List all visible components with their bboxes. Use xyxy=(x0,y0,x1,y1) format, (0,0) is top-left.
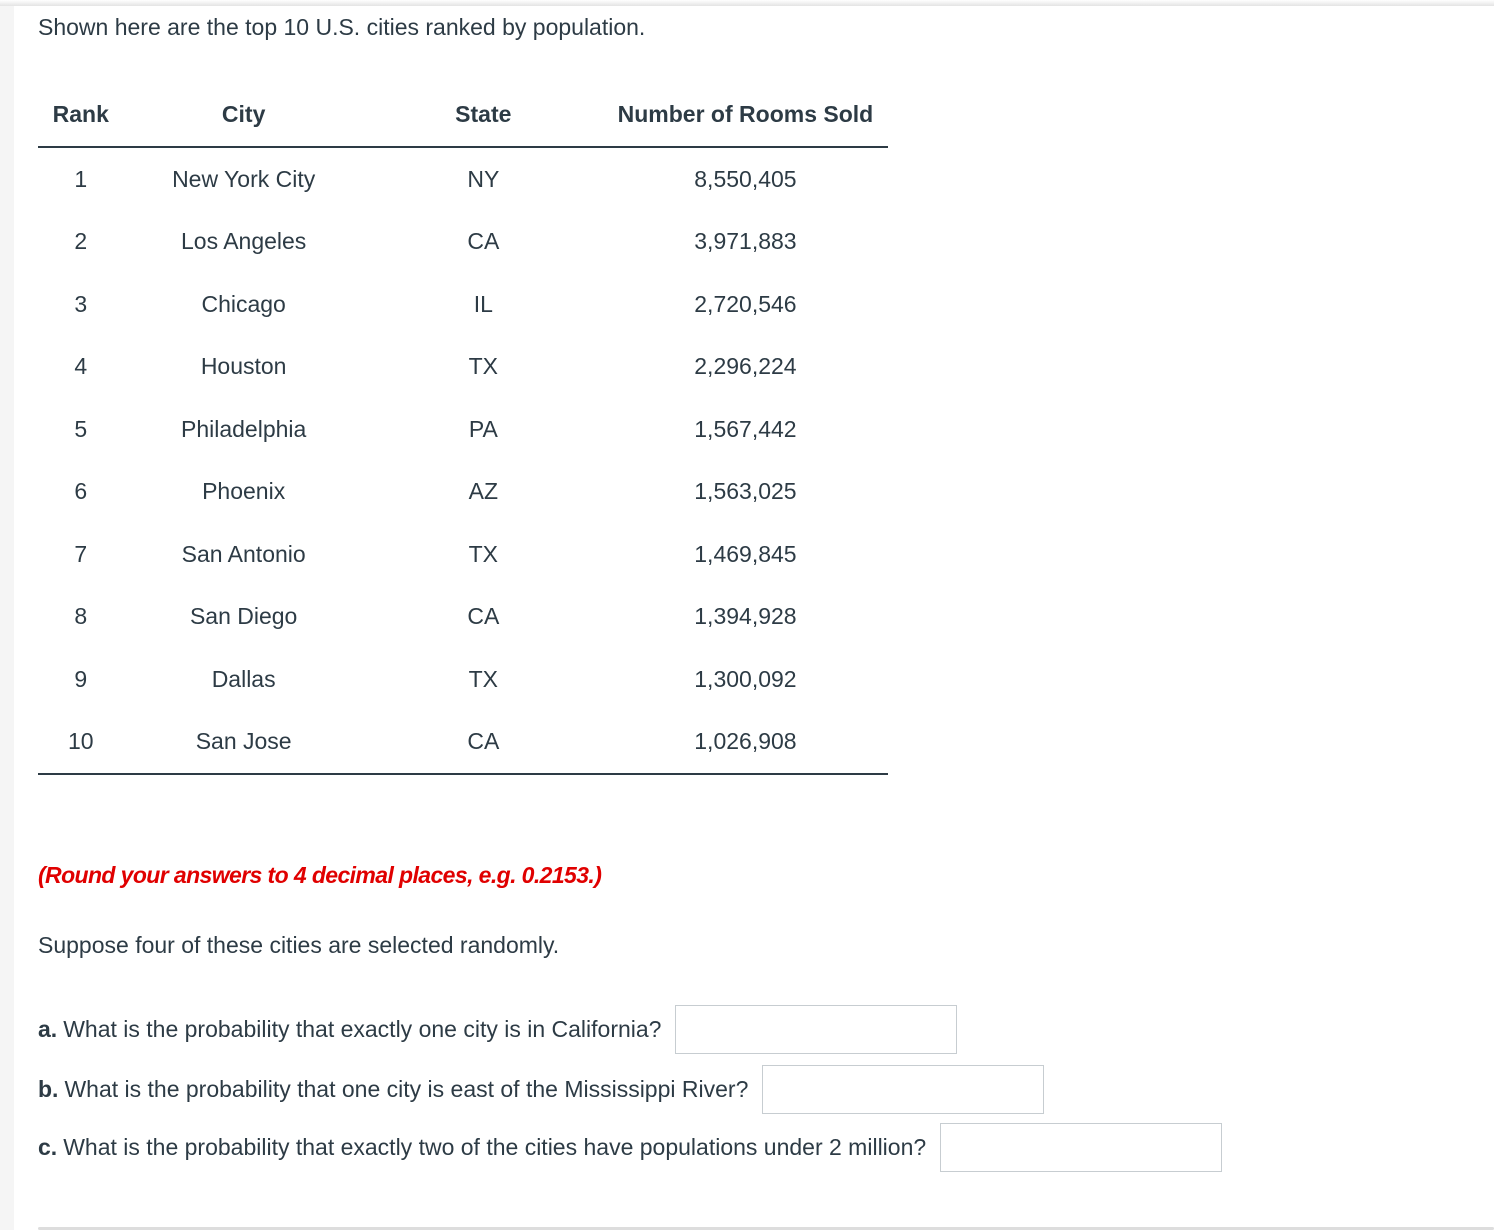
state-cell: AZ xyxy=(468,478,498,505)
question-b xyxy=(38,1065,1044,1114)
question-a xyxy=(38,1005,957,1054)
top-shadow xyxy=(0,0,1494,6)
rooms-sold-cell: 1,394,928 xyxy=(694,603,797,630)
table-header-row xyxy=(38,82,888,147)
intro-text: Shown here are the top 10 U.S. cities ranked by population. xyxy=(38,14,646,40)
rank-cell: 7 xyxy=(74,540,88,567)
table-row xyxy=(38,586,888,649)
rank-cell: 5 xyxy=(74,415,88,442)
table-row xyxy=(38,273,888,336)
state-cell: TX xyxy=(468,353,498,380)
answer-a-input[interactable] xyxy=(675,1005,957,1054)
rooms-sold-cell: 1,026,908 xyxy=(603,711,888,775)
state-cell: TX xyxy=(468,665,498,692)
city-cell: Houston xyxy=(200,353,287,380)
rooms-sold-cell: 1,567,442 xyxy=(694,415,797,442)
state-cell: PA xyxy=(468,415,498,442)
rooms-sold-cell: 1,469,845 xyxy=(694,540,797,567)
rank-cell: 9 xyxy=(74,665,88,692)
answer-b-input[interactable] xyxy=(762,1065,1044,1114)
city-cell: San Antonio xyxy=(181,540,306,567)
city-cell: San Diego xyxy=(189,603,298,630)
table-row xyxy=(38,211,888,274)
rank-cell: 8 xyxy=(74,603,88,630)
rooms-sold-cell: 3,971,883 xyxy=(694,228,797,255)
cities-table xyxy=(38,82,888,775)
table-row xyxy=(38,648,888,711)
rank-cell: 4 xyxy=(74,353,88,380)
city-cell: Philadelphia xyxy=(180,415,307,442)
rooms-sold-cell: 8,550,405 xyxy=(694,165,797,192)
state-cell: TX xyxy=(468,540,498,567)
question-text: What is the probability that one city is east of the Mississippi River? xyxy=(64,1076,749,1102)
question-label: b. xyxy=(38,1076,59,1102)
rank-cell: 6 xyxy=(74,478,88,505)
city-cell: Phoenix xyxy=(202,478,286,505)
table-row xyxy=(38,147,888,211)
rooms-sold-cell: 2,720,546 xyxy=(694,290,797,317)
city-cell: New York City xyxy=(172,165,316,192)
table-row xyxy=(38,523,888,586)
rounding-note: (Round your answers to 4 decimal places, e.g. 0.2153.) xyxy=(38,862,602,888)
question-c xyxy=(38,1123,1222,1172)
question-label: c. xyxy=(38,1134,58,1160)
state-cell: CA xyxy=(467,228,500,255)
state-cell: CA xyxy=(364,711,603,775)
rooms-sold-cell: 1,563,025 xyxy=(694,478,797,505)
answer-c-input[interactable] xyxy=(940,1123,1222,1172)
table-row xyxy=(38,398,888,461)
header-city: City xyxy=(124,82,364,147)
rank-cell: 10 xyxy=(38,711,124,775)
city-cell: Los Angeles xyxy=(180,228,307,255)
header-state: State xyxy=(364,82,603,147)
rank-cell: 3 xyxy=(74,290,88,317)
rank-cell: 1 xyxy=(74,165,88,192)
city-cell: San Jose xyxy=(124,711,364,775)
city-cell: Dallas xyxy=(211,665,276,692)
table-row xyxy=(38,336,888,399)
table-row xyxy=(38,461,888,524)
table-row xyxy=(38,711,888,775)
header-rooms-sold: Number of Rooms Sold xyxy=(603,82,888,147)
left-margin-strip xyxy=(0,0,14,1230)
question-premise: Suppose four of these cities are selected randomly. xyxy=(38,932,560,958)
question-text: What is the probability that exactly two of the cities have populations under 2 million? xyxy=(63,1134,927,1160)
rooms-sold-cell: 2,296,224 xyxy=(694,353,797,380)
rank-cell: 2 xyxy=(74,228,88,255)
city-cell: Chicago xyxy=(201,290,286,317)
state-cell: IL xyxy=(473,290,493,317)
state-cell: NY xyxy=(467,165,500,192)
header-rank: Rank xyxy=(38,82,124,147)
question-label: a. xyxy=(38,1016,58,1042)
state-cell: CA xyxy=(467,603,500,630)
rooms-sold-cell: 1,300,092 xyxy=(694,665,797,692)
question-text: What is the probability that exactly one city is in California? xyxy=(63,1016,662,1042)
